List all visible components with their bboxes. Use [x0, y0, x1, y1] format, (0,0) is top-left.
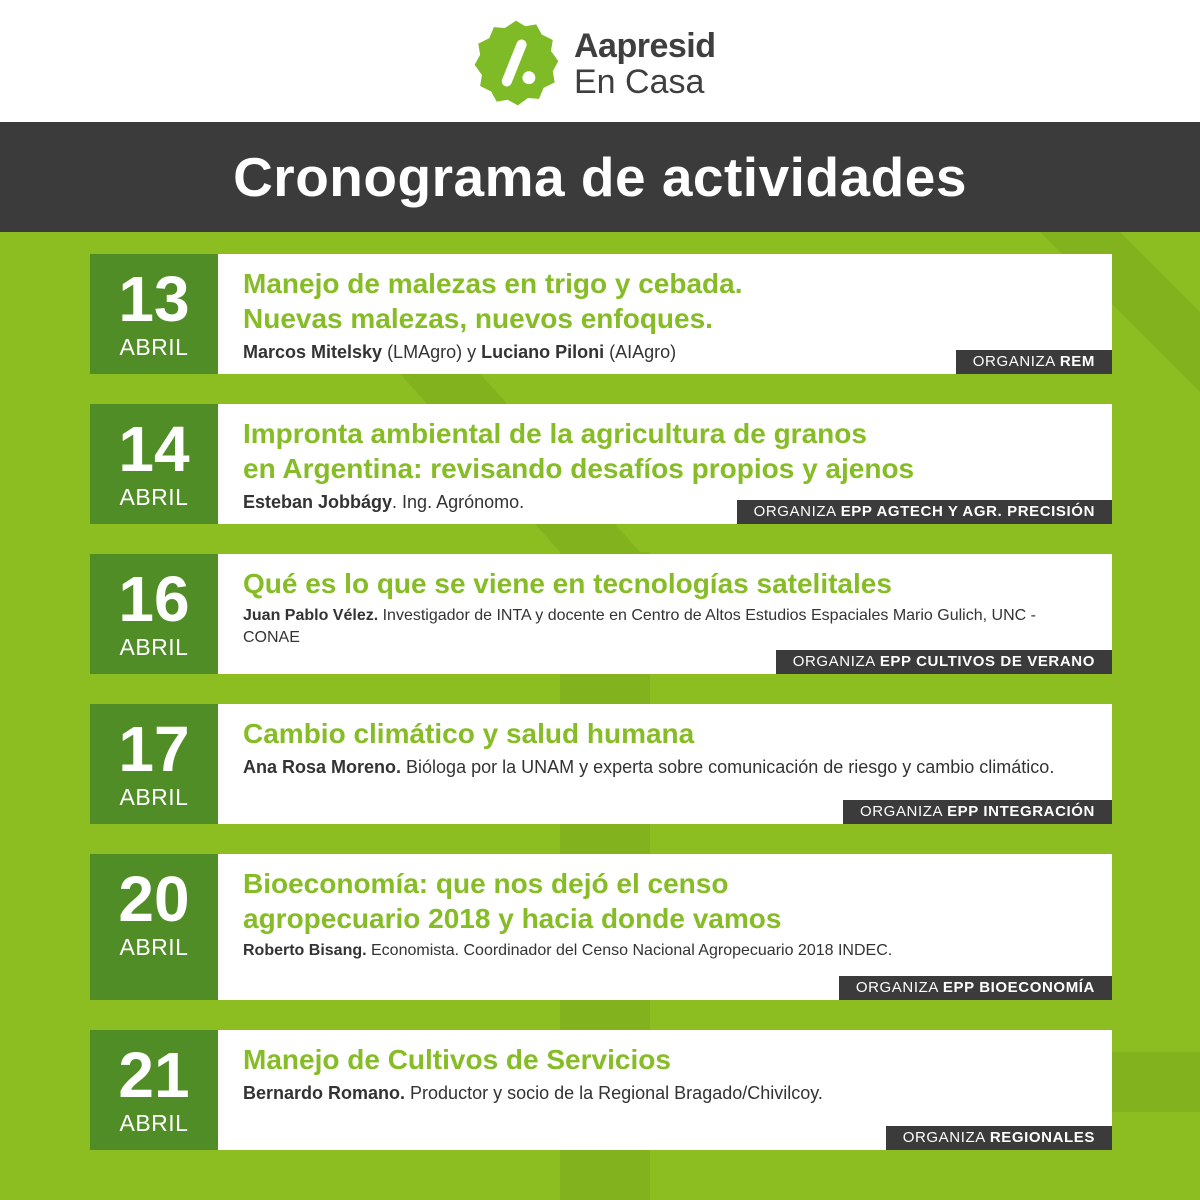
organizer-name: EPP AGTECH Y AGR. PRECISIÓN [840, 503, 1095, 520]
speaker-detail: (LMAgro) y [382, 342, 482, 362]
organizer-badge [956, 350, 1112, 374]
brand-name-line2: En Casa [574, 63, 705, 101]
event-day: 17 [118, 713, 190, 785]
event-content [218, 554, 1112, 674]
event-title-line: agropecuario 2018 y hacia donde vamos [243, 903, 782, 934]
event-content [218, 404, 1112, 524]
speaker-detail: . Ing. Agrónomo. [392, 492, 525, 512]
event-content [218, 854, 1112, 1000]
event-card [90, 554, 1112, 674]
event-speaker [243, 754, 1092, 781]
event-day: 13 [118, 263, 190, 335]
event-card [90, 254, 1112, 374]
event-month: ABRIL [119, 334, 189, 360]
event-day: 20 [118, 863, 190, 935]
speaker-name: Luciano Piloni [481, 342, 605, 362]
speaker-name: Juan Pablo Vélez. [243, 607, 379, 624]
event-title [243, 716, 1092, 751]
event-card [90, 1030, 1112, 1150]
event-month: ABRIL [119, 784, 189, 810]
event-title [243, 266, 1092, 336]
event-day: 21 [118, 1039, 190, 1111]
event-date [90, 554, 218, 674]
aapresid-logo-icon [470, 17, 562, 109]
event-month: ABRIL [119, 934, 189, 960]
speaker-name: Marcos Mitelsky [243, 342, 383, 362]
organizer-badge [839, 976, 1112, 1000]
brand-name-line1: Aapresid [574, 27, 716, 65]
event-month: ABRIL [119, 634, 189, 660]
event-content [218, 1030, 1112, 1150]
event-date [90, 704, 218, 824]
event-card [90, 704, 1112, 824]
event-content [218, 254, 1112, 374]
event-day: 14 [118, 413, 190, 485]
speaker-name: Ana Rosa Moreno. [243, 757, 402, 777]
speaker-detail: Productor y socio de la Regional Bragado/Chivilcoy. [405, 1083, 823, 1103]
event-day: 16 [118, 563, 190, 635]
event-date [90, 854, 218, 1000]
event-date [90, 1030, 218, 1150]
event-title [243, 1042, 1092, 1077]
event-title-line: Manejo de Cultivos de Servicios [243, 1044, 671, 1075]
event-title [243, 866, 1092, 936]
organizer-badge [886, 1126, 1112, 1150]
event-title [243, 416, 1092, 486]
event-speaker [243, 605, 1092, 649]
speaker-name: Roberto Bisang. [243, 942, 367, 959]
event-title [243, 566, 1092, 601]
organizer-name: EPP CULTIVOS DE VERANO [879, 653, 1095, 670]
organizer-label: ORGANIZA [753, 503, 841, 520]
event-speaker [243, 940, 1092, 962]
event-date [90, 254, 218, 374]
event-title-line: Cambio climático y salud humana [243, 718, 695, 749]
event-month: ABRIL [119, 484, 189, 510]
organizer-name: REGIONALES [989, 1129, 1095, 1146]
event-title-line: Nuevas malezas, nuevos enfoques. [243, 303, 713, 334]
event-card [90, 854, 1112, 1000]
header [0, 0, 1200, 122]
event-title-line: en Argentina: revisando desafíos propios y ajenos [243, 453, 915, 484]
brand-name [574, 28, 716, 100]
speaker-detail: Bióloga por la UNAM y experta sobre comunicación de riesgo y cambio climático. [401, 757, 1055, 777]
organizer-label: ORGANIZA [859, 803, 948, 820]
title-bar [0, 122, 1200, 232]
organizer-name: EPP BIOECONOMÍA [942, 979, 1095, 996]
event-content [218, 704, 1112, 824]
organizer-badge [737, 500, 1112, 524]
event-date [90, 404, 218, 524]
organizer-label: ORGANIZA [792, 653, 880, 670]
event-title-line: Bioeconomía: que nos dejó el censo [243, 868, 729, 899]
event-card [90, 404, 1112, 524]
organizer-badge [843, 800, 1112, 824]
organizer-label: ORGANIZA [972, 353, 1060, 370]
event-title-line: Qué es lo que se viene en tecnologías satelitales [243, 568, 892, 599]
organizer-label: ORGANIZA [902, 1129, 990, 1146]
event-title-line: Manejo de malezas en trigo y cebada. [243, 268, 743, 299]
organizer-badge [776, 650, 1112, 674]
organizer-name: REM [1059, 353, 1095, 370]
speaker-name: Bernardo Romano. [243, 1083, 406, 1103]
organizer-label: ORGANIZA [855, 979, 943, 996]
page-title: Cronograma de actividades [233, 146, 967, 208]
event-month: ABRIL [119, 1110, 189, 1136]
speaker-detail: Investigador de INTA y docente en Centro de Altos Estudios Espaciales Mario Gulich, UNC - CONAE [243, 607, 1036, 646]
speaker-detail: Economista. Coordinador del Censo Nacional Agropecuario 2018 INDEC. [366, 942, 893, 959]
organizer-name: EPP INTEGRACIÓN [947, 803, 1095, 820]
speaker-name: Esteban Jobbágy [243, 492, 393, 512]
speaker-detail: (AIAgro) [604, 342, 677, 362]
event-title-line: Impronta ambiental de la agricultura de granos [243, 418, 867, 449]
event-speaker [243, 1080, 1092, 1107]
